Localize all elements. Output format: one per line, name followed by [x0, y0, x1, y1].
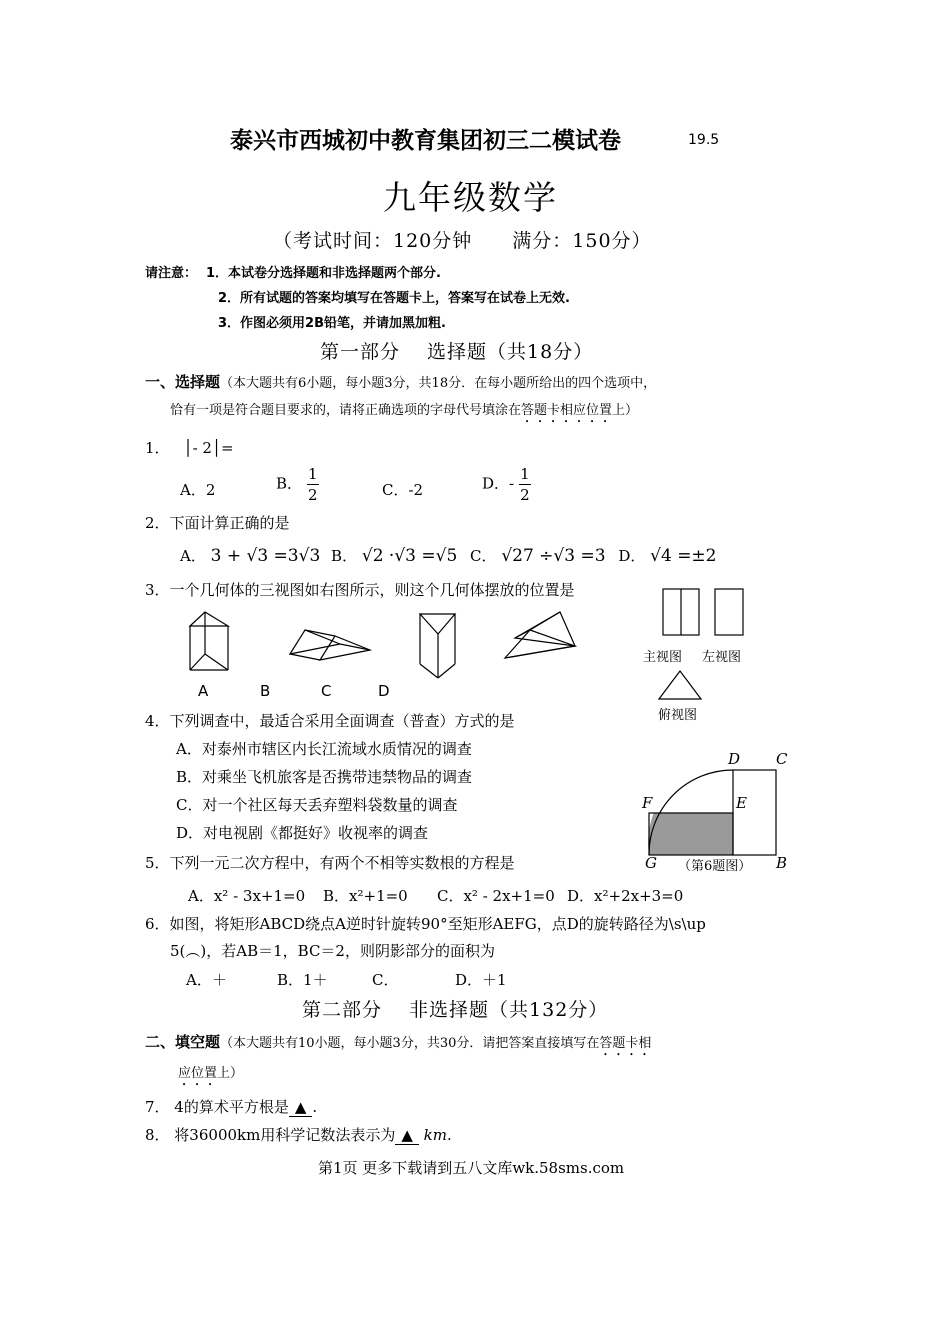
- desc-text-end: 上）: [612, 403, 639, 418]
- q4-option-c: C．对一个社区每天丢弃塑料袋数量的调查: [176, 796, 458, 814]
- shaded-region: [648, 813, 733, 855]
- notice-item-2: 2．所有试题的答案均填写在答题卡上，答案写在试卷上无效.: [218, 291, 570, 306]
- q5-stem: 5．下列一元二次方程中，有两个不相等实数根的方程是: [145, 854, 515, 872]
- q8-text: 8． 将36000km用科学记数法表示为: [145, 1126, 396, 1144]
- q5-option-a: A．x² - 3x+1=0: [188, 887, 306, 905]
- desc-emphasis: 应位置: [178, 1066, 218, 1081]
- part1-section: [145, 371, 656, 392]
- page-footer: 第1页 更多下载请到五八文库wk.58sms.com: [318, 1159, 625, 1177]
- q1-d-fraction: $\frac{1}{2}$: [520, 465, 530, 504]
- q4-option-a: A．对泰州市辖区内长江流域水质情况的调查: [176, 740, 472, 758]
- notice-label: 请注意：: [145, 266, 198, 281]
- point-b-label: B: [776, 854, 788, 872]
- q1-b-fraction: $\frac{1}{2}$: [308, 465, 318, 504]
- notice-item-1: 1．本试卷分选择题和非选择题两个部分.: [206, 266, 441, 281]
- desc-text: 恰有一项是符合题目要求的，请将正确选项的字母代号填涂在: [170, 403, 522, 418]
- section-label: 二、填空题: [145, 1033, 221, 1051]
- q5-option-c: C．x² - 2x+1=0: [437, 887, 555, 905]
- view-top-label: 俯视图: [658, 708, 698, 723]
- q2-options: [180, 545, 717, 566]
- q7-end: .: [312, 1098, 318, 1116]
- q8: [145, 1124, 452, 1145]
- desc-text-end: 上）: [217, 1066, 244, 1081]
- q2-d-expr: √4 =±2: [650, 546, 717, 566]
- left-view-icon: [715, 589, 743, 635]
- part1-section-desc-2: [170, 399, 638, 426]
- q6-figure-caption: （第6题图）: [678, 859, 752, 874]
- exam-date: 19.5: [688, 132, 720, 148]
- q6-stem-line1: 6．如图，将矩形ABCD绕点A逆时针旋转90°至矩形AEFG，点D的旋转路径为\s\up: [145, 915, 706, 933]
- q1-num: 1．: [145, 439, 170, 457]
- prism-b-icon: [290, 630, 370, 660]
- three-views-figure: [655, 585, 755, 705]
- q2-c-expr: √27 ÷√3 =3: [501, 546, 606, 566]
- part2-heading: 第二部分 非选择题（共132分）: [302, 999, 609, 1021]
- subject-title: 九年级数学: [383, 178, 558, 217]
- section-desc: （本大题共有6小题，每小题3分，共18分．在每小题所给出的四个选项中，: [220, 376, 657, 391]
- point-c-label: C: [776, 750, 788, 768]
- part2-section: [145, 1031, 651, 1059]
- q3-label-a: A: [198, 682, 209, 700]
- prism-a-icon: [190, 612, 228, 670]
- section-label: 一、选择题: [145, 373, 221, 391]
- q1-option-c: C．-2: [382, 481, 424, 499]
- q1-d-label: D．-: [482, 474, 515, 493]
- q1-b-label: B．: [276, 474, 303, 493]
- q4-option-d: D．对电视剧《都挺好》收视率的调查: [176, 824, 429, 842]
- q1-option-a: A．2: [180, 481, 216, 499]
- q4-stem: 4．下列调查中，最适合采用全面调查（普查）方式的是: [145, 712, 515, 730]
- q2-b-label: B．: [331, 547, 358, 565]
- q4-option-b: B．对乘坐飞机旅客是否携带违禁物品的调查: [176, 768, 473, 786]
- section-desc: （本大题共有10小题，每小题3分，共30分．请把答案直接填写在: [220, 1036, 600, 1051]
- q6-option-c: C．: [372, 971, 399, 989]
- section-desc-emphasis: 答题卡相: [599, 1036, 652, 1051]
- q2-a-expr: 3 + √3 =3√3: [210, 546, 321, 566]
- prism-d-icon: [505, 612, 575, 658]
- point-f-label: F: [642, 794, 653, 812]
- q1-stem: [145, 437, 234, 458]
- q7-text: 7． 4的算术平方根是: [145, 1098, 289, 1116]
- point-d-label: D: [728, 750, 741, 768]
- q1-option-b: [276, 466, 319, 503]
- q8-end: km.: [418, 1126, 452, 1144]
- q7: [145, 1096, 317, 1117]
- q6-option-b: B．1＋: [277, 971, 328, 989]
- q3-label-c: C: [321, 682, 332, 700]
- q3-stem: 3．一个几何体的三视图如右图所示，则这个几何体摆放的位置是: [145, 581, 575, 599]
- q2-b-expr: √2 ·√3 =√5: [361, 546, 458, 566]
- part2-section-desc-2: [178, 1062, 243, 1089]
- q2-a-label: A．: [180, 547, 206, 565]
- desc-emphasis: 答题卡相应位置: [521, 403, 613, 418]
- time-info: （考试时间：120分钟 满分：150分）: [273, 230, 652, 252]
- q3-label-b: B: [260, 682, 271, 700]
- q6-option-a: A．＋: [186, 971, 227, 989]
- part1-heading: 第一部分 选择题（共18分）: [320, 341, 594, 363]
- notice-item-3: 3．作图必须用2B铅笔，并请加黑加粗.: [218, 316, 446, 331]
- view-front-label: 主视图: [643, 650, 683, 665]
- q5-option-b: B．x²+1=0: [323, 887, 408, 905]
- q3-label-d: D: [378, 682, 390, 700]
- top-view-icon: [659, 671, 701, 699]
- q7-answer-blank: ▲: [289, 1098, 313, 1117]
- q3-prism-figures: [180, 608, 590, 680]
- q5-option-d: D．x²+2x+3=0: [567, 887, 684, 905]
- q1-expr: │- 2│=: [183, 439, 234, 457]
- point-g-label: G: [645, 854, 657, 872]
- prism-c-icon: [420, 614, 455, 678]
- point-e-label: E: [736, 794, 747, 812]
- q6-option-d: D．＋1: [455, 971, 507, 989]
- q1-option-d: [482, 466, 531, 503]
- q2-d-label: D．: [618, 547, 646, 565]
- q8-answer-blank: ▲: [395, 1126, 419, 1145]
- q2-stem: 2．下面计算正确的是: [145, 514, 290, 532]
- view-left-label: 左视图: [702, 650, 742, 665]
- q2-c-label: C．: [470, 547, 497, 565]
- q6-stem-line2: 5(︵)，若AB＝1，BC＝2，则阴影部分的面积为: [170, 942, 495, 960]
- exam-title: 泰兴市西城初中教育集团初三二模试卷: [230, 128, 621, 154]
